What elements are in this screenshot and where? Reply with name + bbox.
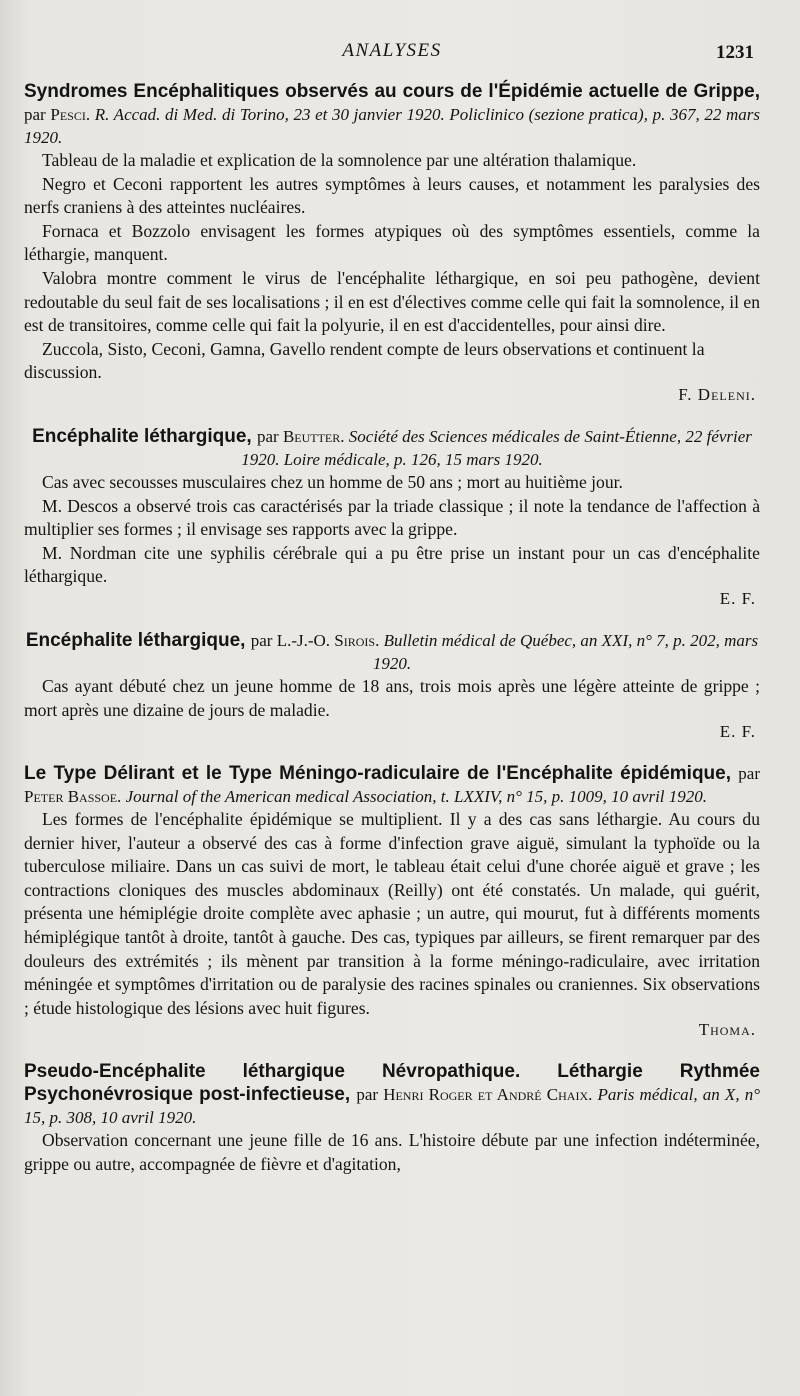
article-signature: F. Deleni. xyxy=(678,384,756,404)
article-author: Beutter. xyxy=(282,426,345,446)
paragraph: Tableau de la maladie et explication de la somnolence par une altération thalamique. xyxy=(42,150,637,170)
paragraph: M. Nordman cite une syphilis cérébrale qui a pu être prise un instant pour un cas d'encéphalite léthargique. xyxy=(24,542,760,587)
article-pseudo-encephalite xyxy=(24,1060,760,1176)
article-author: Henri Roger et André Chaix. xyxy=(383,1085,593,1105)
article-signature: E. F. xyxy=(719,588,756,608)
article-title-text: Le Type Délirant et le Type Méningo-radiculaire de l'Encéphalite épidémique, xyxy=(24,763,732,785)
paragraph: Cas ayant débuté chez un jeune homme de 18 ans, trois mois après une légère atteinte de grippe ; mort après une dizaine de jours de maladie. xyxy=(24,675,760,720)
paragraph: Fornaca et Bozzolo envisagent les formes atypiques où des symptômes essentiels, comme la léthargie, manquent. xyxy=(24,220,760,265)
paragraph: Zuccola, Sisto, Ceconi, Gamna, Gavello rendent compte de leurs observations et continuent la discussion. xyxy=(24,338,705,383)
article-type-delirant xyxy=(24,762,760,1040)
article-encephalite-sirois xyxy=(24,629,760,742)
article-title xyxy=(24,1060,760,1129)
article-by: par xyxy=(738,764,761,784)
paragraph: Observation concernant une jeune fille de 16 ans. L'histoire débute par une infection indéterminée, grippe ou autre, accompagnée de fièvre et d'agitation, xyxy=(24,1130,760,1175)
article-title xyxy=(24,762,760,808)
article-author: Pesci. xyxy=(50,105,91,124)
article-citation: Société des Sciences médicales de Saint-Étienne, 22 février 1920. Loire médicale, p. 126, 15 mars 1920. xyxy=(241,426,752,469)
article-syndromes-encephalitiques xyxy=(24,80,760,405)
article-by: par xyxy=(356,1085,379,1105)
paragraph: Cas avec secousses musculaires chez un homme de 50 ans ; mort au huitième jour. xyxy=(42,471,623,492)
article-by: par xyxy=(24,105,46,124)
paragraph: Negro et Ceconi rapportent les autres symptômes à leurs causes, et notamment les paralysies des nerfs craniens à des atteintes nucléaires. xyxy=(24,173,760,218)
article-title-text: Encéphalite léthargique, xyxy=(25,629,246,651)
running-head xyxy=(24,36,760,70)
article-title-text: Pseudo-Encéphalite léthargique Névropathique. Léthargie Rythmée Psychonévrosique post-infectieuse, xyxy=(24,1061,760,1106)
article-encephalite-beutter xyxy=(24,425,760,609)
paragraph: Les formes de l'encéphalite épidémique se multiplient. Il y a des cas sans léthargie. Au cours du dernier hiver, l'auteur a observé des cas à forme d'infection grave aiguë, simulant la typhoïde ou la tuberculose miliaire. Dans un cas suivi de mort, le tableau était celui d'une chorée aiguë et grave ; les contractions cloniques des muscles abdominaux (Reilly) ont été constatés. Un malade, qui guérit, présenta une hémiplégie droite complète avec aphasie ; un autre, qui mourut, fut à différents moments hémiplégique tantôt à droite, tantôt à gauche. Des cas, typiques par ailleurs, se firent remarquer par des douleurs des extrémités ; ils mènent par transition à la forme méningo-radiculaire, avec irritation méningée et symptômes d'irritation ou de paralysie des racines spinales ou craniennes. Six observations ; étude histologique des lésions avec huit figures. xyxy=(24,809,760,1018)
paragraph: Valobra montre comment le virus de l'encéphalite léthargique, en soi peu pathogène, devient redoutable du seul fait de ses localisations ; il en est d'électives comme celle qui fait la somnolence, il en est de transitoires, comme celle qui fait la polyurie, il en est d'accidentelles, pour ainsi dire. xyxy=(24,267,761,336)
article-by: par xyxy=(250,630,273,650)
page-number: 1231 xyxy=(716,42,754,63)
paragraph: M. Descos a observé trois cas caractérisés par la triade classique ; il note la tendance de l'affection à multiplier ses formes ; il envisage ses rapports avec la grippe. xyxy=(24,495,760,540)
article-title xyxy=(24,80,760,149)
article-author: L.-J.-O. Sirois. xyxy=(276,630,380,650)
article-citation: Paris médical, an X, n° 15, p. 308, 10 avril 1920. xyxy=(24,1085,761,1128)
article-citation: Journal of the American medical Association, t. LXXIV, n° 15, p. 1009, 10 avril 1920. xyxy=(125,787,708,807)
article-signature: Thoma. xyxy=(698,1020,756,1040)
paragraph-with-signature xyxy=(24,338,760,385)
article-citation: Bulletin médical de Québec, an XXI, n° 7, p. 202, mars 1920. xyxy=(372,630,759,673)
article-title-text: Syndromes Encéphalitiques observés au cours de l'Épidémie actuelle de Grippe, xyxy=(24,81,760,102)
article-title-text: Encéphalite léthargique, xyxy=(32,425,252,447)
article-title xyxy=(24,425,760,471)
article-title xyxy=(24,629,760,675)
article-author: Peter Bassoe. xyxy=(24,787,122,807)
running-head-title: ANALYSES xyxy=(342,40,442,61)
article-by: par xyxy=(256,426,279,446)
article-signature: E. F. xyxy=(719,722,756,742)
article-citation: R. Accad. di Med. di Torino, 23 et 30 janvier 1920. Policlinico (sezione pratica), p. 367, 22 mars 1920. xyxy=(24,105,761,147)
